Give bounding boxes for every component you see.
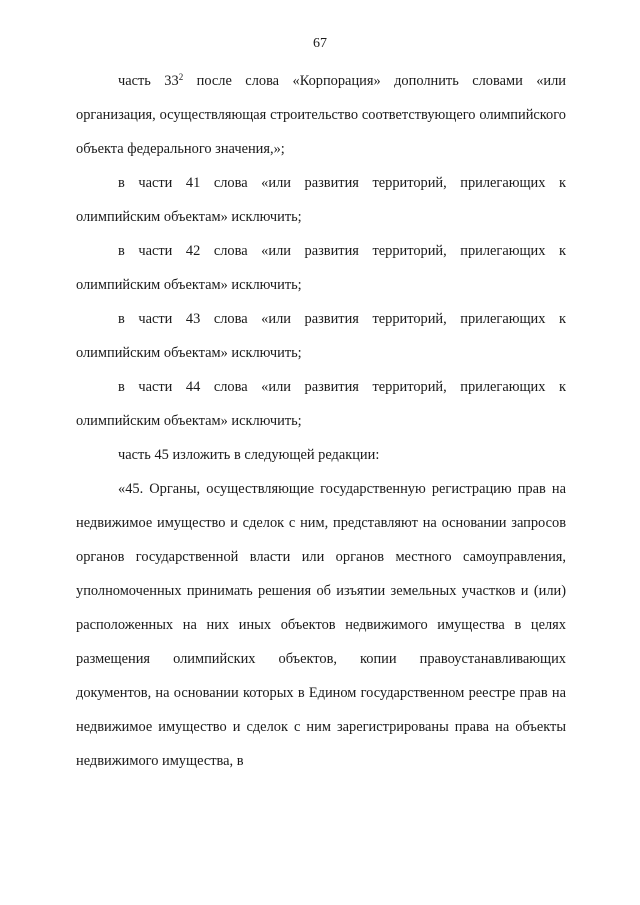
paragraph-part-42: в части 42 слова «или развития территорий, прилегающих к олимпийским объектам» исключить; (76, 243, 566, 293)
paragraph-text: часть 33 (118, 73, 179, 89)
paragraph-part-43: в части 43 слова «или развития территорий, прилегающих к олимпийским объектам» исключить; (76, 311, 566, 361)
page-number: 67 (313, 36, 327, 51)
paragraph-text: после слова «Корпорация» дополнить словами «или организация, осуществляющая строительство соответствующего олимпийского объекта федерального значения,»; (76, 73, 566, 157)
paragraph-part-45-text: «45. Органы, осуществляющие государственную регистрацию прав на недвижимое имущество и сделок с ним, представляют на основании запросов органов государственной власти или органов местного самоуправления, уполномоченных принимать решения об изъятии земельных участков и (или) расположенных на них иных объектов недвижимого имущества в целях размещения олимпийских объектов, копии правоустанавливающих документов, на основании которых в Едином государственном реестре прав на недвижимое имущество и сделок с ним зарегистрированы права на объекты недвижимого имущества, в (76, 481, 566, 769)
paragraph-part-44: в части 44 слова «или развития территорий, прилегающих к олимпийским объектам» исключить; (76, 379, 566, 429)
paragraph-part-45-intro: часть 45 изложить в следующей редакции: (118, 447, 380, 463)
document-body (76, 64, 566, 778)
paragraph-part-41: в части 41 слова «или развития территорий, прилегающих к олимпийским объектам» исключить; (76, 175, 566, 225)
superscript-index: 2 (178, 72, 184, 82)
paragraph-part-33-2 (76, 64, 566, 166)
